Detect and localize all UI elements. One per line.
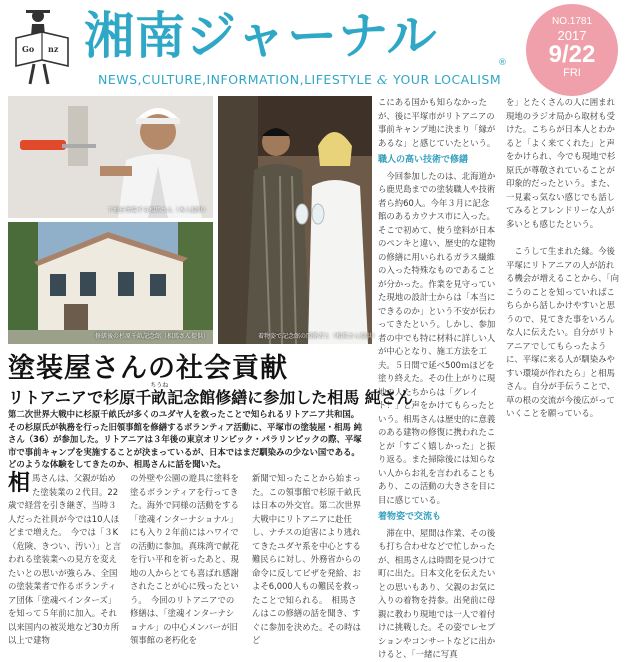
body-column-4	[378, 96, 500, 662]
article-headline: 塗装屋さんの社会貢献	[8, 353, 288, 384]
issue-year: 2017	[557, 28, 587, 43]
reception-caption: 着物姿で記念館の関係者と（相馬さん提供）	[258, 333, 379, 340]
registered-mark: ®	[498, 58, 507, 68]
body-column-2: の外壁や公園の遊具に塗料を塗るボランティアを行ってきた。海外で同様の活動をする「塗魂インターナショナル」にも入り２年前にはハワイでの活動に参加。真珠湾で献花を行い平和を祈ったあと、現地の人からとても喜ばれ感謝されたことが心に残ったという。 今回のリトアニアでの修繕は、「塗魂インターナショナル」の中心メンバーが旧領事館の老朽化を	[130, 473, 239, 645]
tagline	[98, 72, 501, 87]
article-subhead	[8, 382, 413, 408]
reception-illustration	[218, 96, 372, 344]
subhead-kanji: 畝	[150, 388, 169, 407]
newspaper-title: 湘南ジャーナル	[84, 7, 438, 65]
svg-text:Go: Go	[22, 44, 35, 54]
building-caption: 修繕後の杉原千畝記念館（相馬さん提供）	[94, 333, 209, 340]
column-5-intro: を」とたくさんの人に囲まれ現地のラジオ局から取材も受けた。こちらが日本人とわかると「よく来てくれた」と声をかけられ、今でも現地で杉原氏が尊敬されていることが印象的だったという。また、一見素っ気ない感じでも話してみるとフレンドリーな人が多いとも感じたという。	[506, 97, 616, 229]
subhead-part1: リトアニアで杉原千	[8, 388, 152, 407]
column-4-kimono: 滞在中、屋間は作業、その後も打ち合わせなどで忙しかったが、相馬さんは時間を見つけて町に出た。日本文化を伝えたいとの思いもあり、父親のお気に入りの着物を持参。出発前に母親に教わり現地では一人で着付けに挑戦した。その姿でレセプションやコンサートなどに出かけると、「一緒に写真	[378, 527, 496, 659]
column-5-closing: こうして生まれた縁。今後平塚にリトアニアの人が訪れる機会が増えることから、「向こうのことを知っていればこちらから話しかけやすいと思うので、見てきた事をいろんな人に伝えたい。自分がリトアニアでしてもらったように、平塚に来る人が馴染みやすい環境が作れたら」と相馬さん。自分が手伝うことで、草の根の交流が今後広がっていくことを願っている。	[506, 246, 620, 418]
painter-photo	[8, 96, 213, 218]
painter-caption: 下地を塗装する相馬さん（本人提供）	[106, 207, 209, 214]
column-1-text: 馬さんは、父親が始めた塗装業の２代目。22歳で経営を引き継ぎ、当時３人だった社員が今では10人ほどまで増えた。 今では「３K（危険、きつい、汚い）」と言われる塗装業への見方を変えたいとの思いが強らみ、全国の塗装業者で作るボランティア団体「塗魂ペインターズ」を知って５年前に加入。それ以来国内の被災地など30カ所以上で建物	[8, 473, 122, 645]
issue-number: NO.1781	[551, 16, 593, 27]
body-column-5	[506, 96, 622, 421]
tagline-part1: NEWS,CULTURE,INFORMATION,LIFESTYLE	[98, 72, 373, 87]
issue-date: 9/22	[548, 41, 596, 68]
subhead-ruby: ちうね	[150, 382, 169, 389]
building-photo	[8, 222, 213, 344]
tagline-part2: YOUR LOCALISM	[393, 72, 502, 87]
subhead-kanji-ruby	[150, 382, 169, 407]
svg-text:nz: nz	[48, 44, 59, 54]
building-illustration	[8, 222, 213, 344]
issue-weekday: FRI	[563, 67, 581, 79]
reading-man-logo-icon	[12, 8, 76, 86]
body-column-1	[8, 472, 122, 648]
subhead-part2: 記念館修繕に参加した相馬 純さん	[167, 388, 413, 407]
drop-cap: 相	[8, 471, 31, 496]
article-lead: 第二次世界大戦中に杉原千畝氏が多くのユダヤ人を救ったことで知られるリトアニア共和国。その杉原氏が執務を行った旧領事館を修繕するボランティア活動に、平塚市の塗装屋・相馬 純さん（36）が参加した。リトアニアは３年後の東京オリンピック・パラリンピックの際、平塚市で事前キャンプを実施することが決まっているが、日本ではまだ馴染みの少ない国である。どのような体験をしてきたのか、相馬さんに話を聞いた。	[8, 409, 362, 469]
body-column-3: 新聞で知ったことから始まった。この領事館で杉原千畝氏は日本の外交官。第二次世界大戦中にリトアニアに赴任し、ナチスの迫害により逃れてきたユダヤ系を中心とする難民らに対し、外務省からの命令に反してビザを発給、およそ6,000人もの難民を救ったことで知られる。 相馬さんはこの修繕の話を聞き、すぐに参加を決めた。その時はど	[252, 473, 361, 645]
reception-photo	[218, 96, 379, 344]
painter-illustration	[8, 96, 213, 218]
tagline-amp: &	[376, 72, 389, 87]
section-heading-technique: 職人の高い技術で修繕	[378, 155, 469, 165]
column-4-technique: 今回参加したのは、北海道から鹿児島までの塗装職人や技術者ら約60人。今年３月に記念館のあるカウナス市に入った。 そこで初めて、使う塗料が日本のペンキと違い、歴史的な建物の修繕に用いられるガラス繊維の入った特殊なものであることが分かった。作業を見守っていた現地の設計士からは「本当にできるのか」という不安が伝わってきたという。しかし、参加者の中でも特に材料に詳しい人が中心となり、施工方法を工夫。５日間で延べ500ｍほどを塗り終えた。その仕上がりに現地の人たちからは「グレイト！」と声をかけてもらったという。相馬さんは歴史的に意義のある建物の修復に携われたことが「すごく嬉しかった」と振り返る。また掃除後には知らない人からお礼を言われることもあり、この活動の大きさを目に目に感じている。	[378, 170, 500, 505]
section-heading-kimono: 着物姿で交流も	[378, 512, 442, 522]
column-4-intro: こにある国かも知らなかったが、後に平塚市がリトアニアの事前キャンプ地に決まり「縁があるな」と感じていたという。	[378, 97, 496, 148]
issue-date-badge	[526, 4, 618, 96]
